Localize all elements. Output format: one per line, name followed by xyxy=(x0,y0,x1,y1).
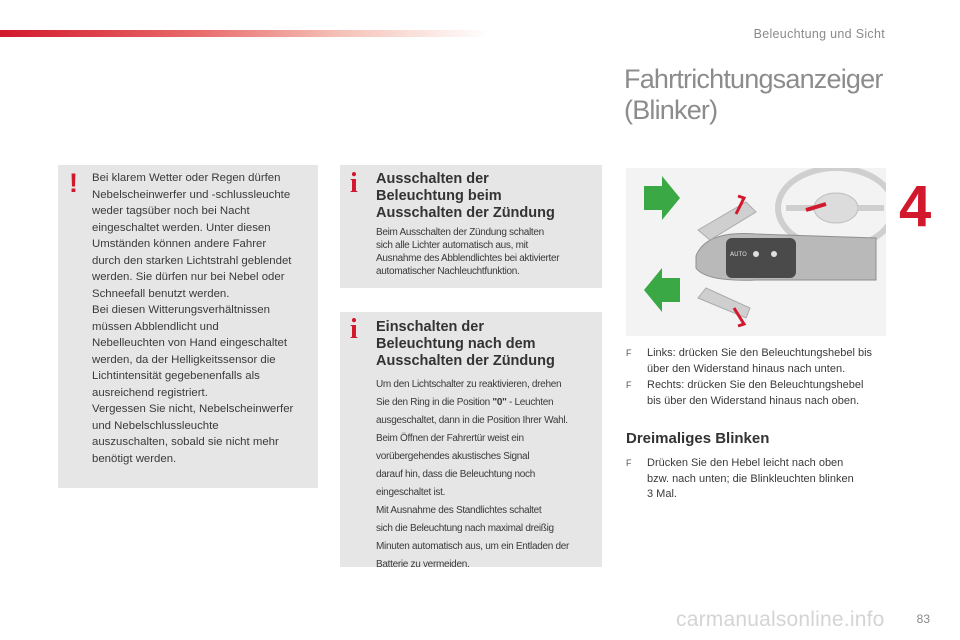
warning-line: Lichtintensität gegebenenfalls als xyxy=(92,370,260,382)
body-line xyxy=(376,394,598,412)
heading-line: Beleuchtung beim xyxy=(376,188,502,204)
indicator-stalk-illustration xyxy=(626,168,886,336)
bullet-mark-icon: F xyxy=(626,458,632,468)
warning-line: werden. Sie dürfen nur bei Nebel oder xyxy=(92,271,285,283)
warning-line: eingeschaltet werden. Unter diesen xyxy=(92,221,271,234)
heading-line: Ausschalten der xyxy=(376,171,489,187)
instruction-line: Rechts: drücken Sie den Beleuchtungshebel xyxy=(647,379,864,391)
body-line: Ausnahme des Abblendlichtes bei aktivierter xyxy=(376,253,560,264)
info-icon: i xyxy=(350,168,358,199)
instruction-left xyxy=(626,346,896,377)
stalk-body xyxy=(696,233,876,280)
info-box-2-heading xyxy=(376,319,600,370)
instruction-line: Links: drücken Sie den Beleuchtungshebel bis xyxy=(647,347,873,359)
warning-line: Bei diesen Witterungsverhältnissen xyxy=(92,304,270,316)
body-line: vorübergehendes akustisches Signal xyxy=(376,451,530,462)
warning-line: Schneefall benutzt werden. xyxy=(92,287,230,300)
body-line: darauf hin, dass die Beleuchtung noch xyxy=(376,469,536,480)
warning-line: durch den starken Lichtstrahl geblendet xyxy=(92,254,292,267)
page-number: 83 xyxy=(916,612,930,626)
heading-line: Beleuchtung nach dem xyxy=(376,336,536,352)
body-line: sich alle Lichter automatisch aus, mit xyxy=(376,240,529,251)
warning-line: Nebelleuchten von Hand eingeschaltet xyxy=(92,337,288,349)
stalk-ring xyxy=(726,238,796,278)
bullet-mark-icon: F xyxy=(626,348,632,358)
warning-line: weder tagsüber noch bei Nacht xyxy=(92,205,250,217)
body-line: Batterie zu vermeiden. xyxy=(376,559,470,570)
warning-text xyxy=(92,170,316,467)
stalk-auto-label: AUTO xyxy=(730,251,747,258)
warning-line: Vergessen Sie nicht, Nebelscheinwerfer xyxy=(92,403,294,415)
info-box-1-heading xyxy=(376,171,600,222)
warning-line: Nebelscheinwerfer und -schlussleuchte xyxy=(92,188,291,201)
position-zero-label: "0" xyxy=(492,397,507,408)
stalk-fog-symbol-icon xyxy=(771,251,777,257)
bullet-mark-icon: F xyxy=(626,380,632,390)
instruction-line: Drücken Sie den Hebel leicht nach oben xyxy=(647,457,844,469)
page-title xyxy=(624,64,924,126)
info-box-1-body xyxy=(376,226,598,278)
body-line: Um den Lichtschalter zu reaktivieren, drehen xyxy=(376,379,562,390)
body-text: Sie den Ring in die Position xyxy=(376,397,493,408)
instruction-line: über den Widerstand hinaus nach unten. xyxy=(647,362,846,375)
body-text: - Leuchten xyxy=(506,397,554,408)
body-line: sich die Beleuchtung nach maximal dreißig xyxy=(376,523,554,534)
chapter-number: 4 xyxy=(899,174,932,239)
body-line: automatischer Nachleuchtfunktion. xyxy=(376,266,520,277)
heading-line: Ausschalten der Zündung xyxy=(376,205,555,221)
instruction-line: 3 Mal. xyxy=(647,488,677,500)
page-title-line-2: (Blinker) xyxy=(624,95,718,125)
body-line: Minuten automatisch aus, um ein Entladen der xyxy=(376,541,570,552)
warning-line: ausreichend registriert. xyxy=(92,386,208,399)
warning-line: auszuschalten, sobald sie nicht mehr xyxy=(92,436,279,448)
exclamation-warning-icon: ! xyxy=(69,168,78,198)
instruction-line: bis über den Widerstand hinaus nach oben. xyxy=(647,394,860,407)
warning-line: und Nebelschlussleuchte xyxy=(92,419,219,432)
body-line: Mit Ausnahme des Standlichtes schaltet xyxy=(376,505,542,516)
instruction-line: bzw. nach unten; die Blinkleuchten blinken xyxy=(647,472,854,485)
triple-blink-heading: Dreimaliges Blinken xyxy=(626,430,770,447)
page-title-line-1: Fahrtrichtungsanzeiger xyxy=(624,64,883,94)
body-line: Beim Ausschalten der Zündung schalten xyxy=(376,227,544,238)
stalk-light-symbol-icon xyxy=(753,251,759,257)
warning-line: Umständen können andere Fahrer xyxy=(92,238,267,250)
section-title: Beleuchtung und Sicht xyxy=(753,27,885,41)
warning-line: müssen Abblendlicht und xyxy=(92,320,219,333)
heading-line: Einschalten der xyxy=(376,319,484,335)
warning-line: Bei klarem Wetter oder Regen dürfen xyxy=(92,172,281,184)
instruction-triple-blink xyxy=(626,456,896,503)
heading-line: Ausschalten der Zündung xyxy=(376,353,555,369)
info-icon: i xyxy=(350,314,358,345)
instruction-right xyxy=(626,378,896,409)
body-line: ausgeschaltet, dann in die Position Ihrer Wahl. xyxy=(376,415,568,426)
warning-line: benötigt werden. xyxy=(92,452,177,465)
warning-line: werden, da der Helligkeitssensor die xyxy=(92,353,276,366)
header-accent-bar xyxy=(0,30,490,37)
body-line: eingeschaltet ist. xyxy=(376,487,446,498)
info-box-2-body xyxy=(376,376,598,574)
watermark: carmanualsonline.info xyxy=(676,608,885,631)
body-line: Beim Öffnen der Fahrertür weist ein xyxy=(376,433,524,444)
